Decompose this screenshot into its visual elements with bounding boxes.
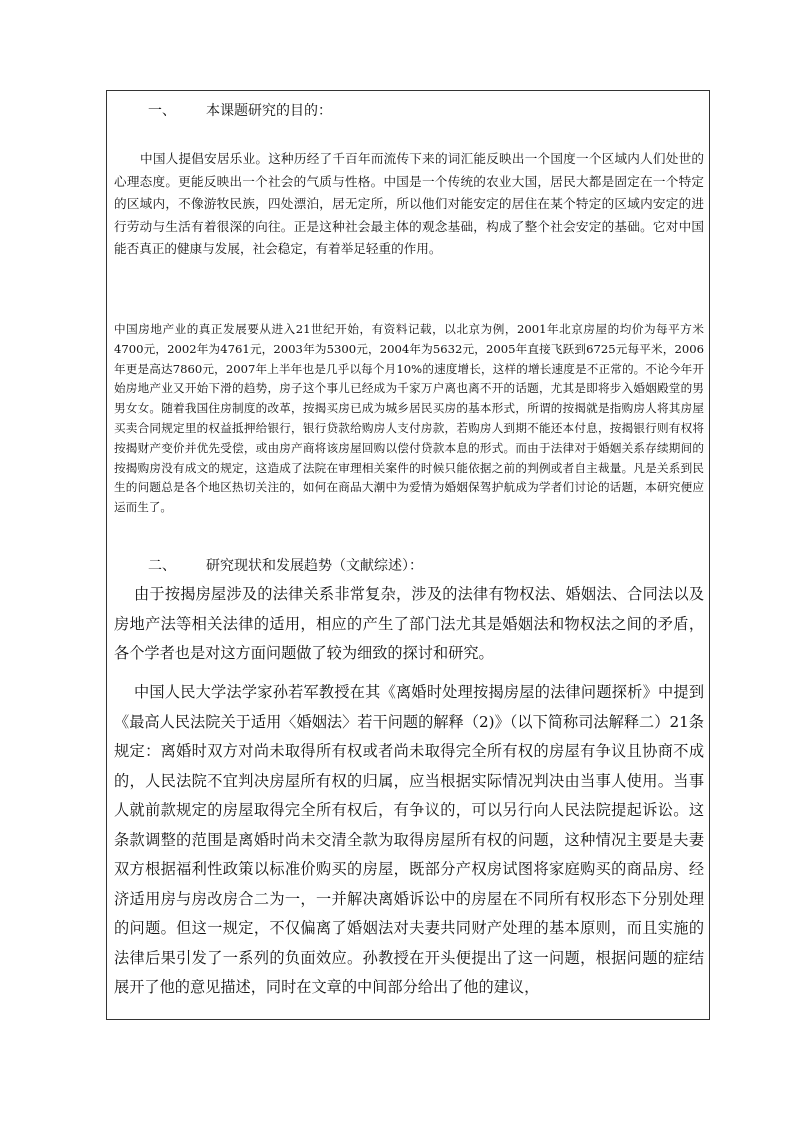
section-1-title: 本课题研究的目的： [206, 103, 332, 119]
section-2-title: 研究现状和发展趋势（文献综述）： [206, 558, 423, 574]
paragraph-background: 中国房地产业的真正发展要从进入21世纪开始，有资料记载，以北京为例，2001年北京房屋的均价为每平方米4700元，2002年为4761元，2003年为5300元，2004年为5632元，2005年直接飞跃到6725元每平米，2006年更是高达7860元，2007年上半年也是几乎以每个月10%的速度增长，这样的增长速度是不正常的。不论今年开始房地产业又开始下滑的趋势，房子这个事儿已经成为千家万户离也离不开的话题，尤其是即将步入婚姻殿堂的男男女女。随着我国住房制度的改革，按揭买房已成为城乡居民买房的基本形式，所谓的按揭就是指购房人将其房屋买卖合同规定里的权益抵押给银行，银行贷款给购房人支付房款，若购房人到期不能还本付息，按揭银行则有权将按揭财产变价并优先受偿，或由房产商将该房屋回购以偿付贷款本息的形式。而由于法律对于婚姻关系存续期间的按揭购房没有成文的规定，这造成了法院在审理相关案件的时候只能依据之前的判例或者自主裁量。凡是关系到民生的问题总是各个地区热切关注的，如何在商品大潮中为爱情为婚姻保驾护航成为学者们讨论的话题，本研究便应运而生了。 [114, 322, 704, 515]
section-1-number: 一、 [148, 103, 176, 119]
paragraph-literature-sun: 中国人民大学法学家孙若军教授在其《离婚时处理按揭房屋的法律问题探析》中提到《最高人民法院关于适用〈婚姻法〉若干问题的解释（2)》（以下简称司法解释二）21条规定：离婚时双方对尚未取得所有权或者尚未取得完全所有权的房屋有争议且协商不成的，人民法院不宜判决房屋所有权的归属，应当根据实际情况判决由当事人使用。当事人就前款规定的房屋取得完全所有权后，有争议的，可以另行向人民法院提起诉讼。这条款调整的范围是离婚时尚未交清全款为取得房屋所有权的问题，这种情况主要是夫妻双方根据福利性政策以标准价购买的房屋，既部分产权房试图将家庭购买的商品房、经济适用房与房改房合二为一，一并解决离婚诉讼中的房屋在不同所有权形态下分别处理的问题。但这一规定，不仅偏离了婚姻法对夫妻共同财产处理的基本原则，而且实施的法律后果引发了一系列的负面效应。孙教授在开头便提出了这一问题，根据问题的症结展开了他的意见描述，同时在文章的中间部分给出了他的建议， [114, 683, 704, 996]
section-2-heading [148, 556, 423, 576]
paragraph-purpose: 中国人提倡安居乐业。这种历经了千百年而流传下来的词汇能反映出一个国度一个区域内人们处世的心理态度。更能反映出一个社会的气质与性格。中国是一个传统的农业大国，居民大都是固定在一个特定的区域内，不像游牧民族，四处漂泊，居无定所，所以他们对能安定的居住在某个特定的区域内安定的进行劳动与生活有着很深的向往。正是这种社会最主体的观念基础，构成了整个社会安定的基础。它对中国能否真正的健康与发展，社会稳定，有着举足轻重的作用。 [114, 151, 704, 256]
paragraph-literature-intro: 由于按揭房屋涉及的法律关系非常复杂，涉及的法律有物权法、婚姻法、合同法以及房地产法等相关法律的适用，相应的产生了部门法尤其是婚姻法和物权法之间的矛盾，各个学者也是对这方面问题做了较为细致的探讨和研究。 [114, 585, 704, 662]
section-2-number: 二、 [148, 558, 176, 574]
section-1-heading [148, 101, 332, 121]
